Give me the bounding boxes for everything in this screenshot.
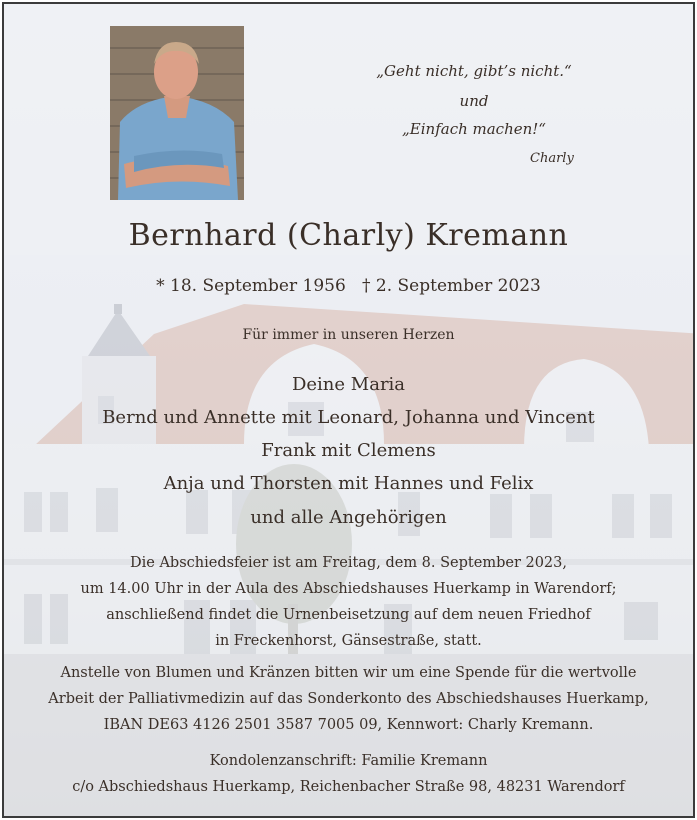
family-line-5: und alle Angehörigen [250, 507, 447, 528]
condolence-line-1: Kondolenzanschrift: Familie Kremann [209, 753, 488, 769]
family-line-2: Bernd und Annette mit Leonard, Johanna und Vincent [102, 407, 595, 428]
family-line-1: Deine Maria [291, 374, 406, 395]
ceremony-line-4: in Freckenhorst, Gänsestraße, statt. [215, 633, 482, 649]
family-line-4: Anja und Thorsten mit Hannes und Felix [163, 473, 534, 494]
condolence-line-2: c/o Abschiedshaus Huerkamp, Reichenbacher Straße 98, 48231 Warendorf [72, 779, 625, 795]
ceremony-line-2: um 14.00 Uhr in der Aula des Abschiedshauses Huerkamp in Warendorf; [80, 581, 617, 597]
quote-line-3: „Einfach machen!“ [402, 120, 546, 138]
family-line-3: Frank mit Clemens [261, 440, 436, 461]
deceased-name: Bernhard (Charly) Kremann [128, 218, 569, 253]
quote-signature: Charly [530, 151, 574, 166]
portrait-photo [110, 26, 244, 200]
ceremony-line-3: anschließend findet die Urnenbeisetzung auf dem neuen Friedhof [106, 607, 591, 623]
ceremony-line-1: Die Abschiedsfeier ist am Freitag, dem 8. September 2023, [130, 555, 567, 571]
motto: Für immer in unseren Herzen [242, 327, 455, 343]
life-dates: * 18. September 1956 † 2. September 2023 [156, 276, 541, 296]
donation-line-3: IBAN DE63 4126 2501 3587 7005 09, Kennwort: Charly Kremann. [103, 717, 594, 733]
quote-line-2: und [459, 92, 489, 110]
donation-line-1: Anstelle von Blumen und Kränzen bitten wir um eine Spende für die wertvolle [60, 665, 637, 681]
donation-line-2: Arbeit der Palliativmedizin auf das Sonderkonto des Abschiedshauses Huerkamp, [48, 691, 649, 707]
quote-line-1: „Geht nicht, gibt’s nicht.“ [376, 62, 572, 80]
obituary-card [2, 2, 695, 818]
